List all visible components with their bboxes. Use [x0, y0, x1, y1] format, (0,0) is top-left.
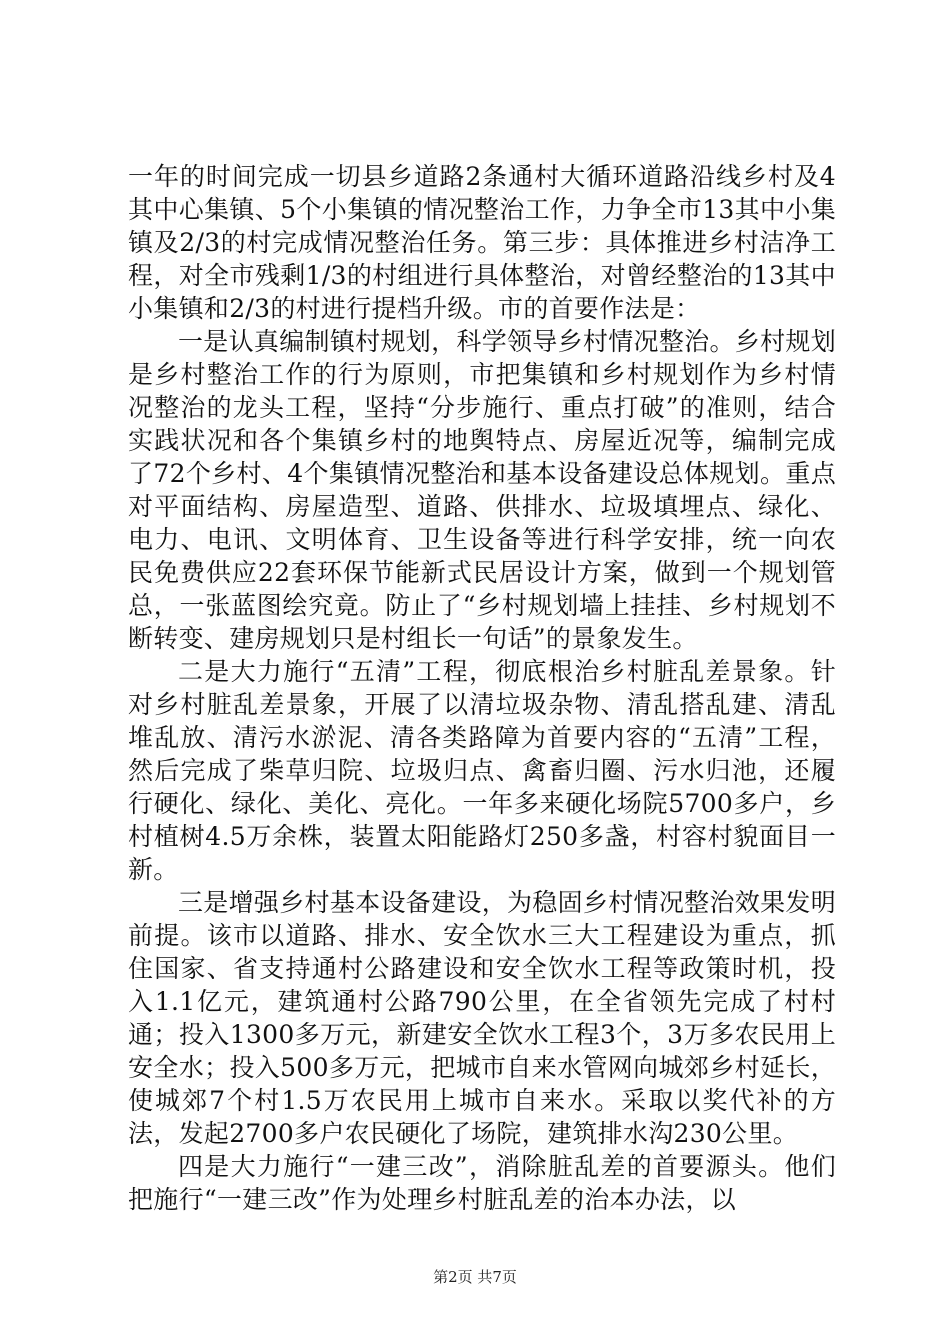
paragraph-4: 三是增强乡村基本设备建设，为稳固乡村情况整治效果发明前提。该市以道路、排水、安全饮水三大工程建设为重点，抓住国家、省支持通村公路建设和安全饮水工程等政策时机，投入1.1亿元，建筑通村公路790公里，在全省领先完成了村村通；投入1300多万元，新建安全饮水工程3个，3万多农民用上安全水；投入500多万元，把城市自来水管网向城郊乡村延长，使城郊7个村1.5万农民用上城市自来水。采取以奖代补的方法，发起2700多户农民硬化了场院，建筑排水沟230公里。 [128, 888, 836, 1148]
document-body [128, 160, 836, 1216]
paragraph-3: 二是大力施行“五清”工程，彻底根治乡村脏乱差景象。针对乡村脏乱差景象，开展了以清垃圾杂物、清乱搭乱建、清乱堆乱放、清污水淤泥、清各类路障为首要内容的“五清”工程，然后完成了柴草归院、垃圾归点、禽畜归圈、污水归池，还履行硬化、绿化、美化、亮化。一年多来硬化场院5700多户，乡村植树4.5万余株，装置太阳能路灯250多盏，村容村貌面目一新。 [128, 657, 836, 884]
page-footer: 第2页 共7页 [433, 1268, 517, 1286]
paragraph-2: 一是认真编制镇村规划，科学领导乡村情况整治。乡村规划是乡村整治工作的行为原则，市把集镇和乡村规划作为乡村情况整治的龙头工程，坚持“分步施行、重点打破”的准则，结合实践状况和各个集镇乡村的地舆特点、房屋近况等，编制完成了72个乡村、4个集镇情况整治和基本设备建设总体规划。重点对平面结构、房屋造型、道路、供排水、垃圾填埋点、绿化、电力、电讯、文明体育、卫生设备等进行科学安排，统一向农民免费供应22套环保节能新式民居设计方案，做到一个规划管总，一张蓝图绘究竟。防止了“乡村规划墙上挂挂、乡村规划不断转变、建房规划只是村组长一句话”的景象发生。 [128, 327, 836, 653]
paragraph-1: 一年的时间完成一切县乡道路2条通村大循环道路沿线乡村及4其中心集镇、5个小集镇的情况整治工作，力争全市13其中小集镇及2/3的村完成情况整治任务。第三步：具体推进乡村洁净工程，对全市残剩1/3的村组进行具体整治，对曾经整治的13其中小集镇和2/3的村进行提档升级。市的首要作法是： [128, 162, 836, 323]
paragraph-5: 四是大力施行“一建三改”，消除脏乱差的首要源头。他们把施行“一建三改”作为处理乡村脏乱差的治本办法，以 [128, 1152, 836, 1214]
